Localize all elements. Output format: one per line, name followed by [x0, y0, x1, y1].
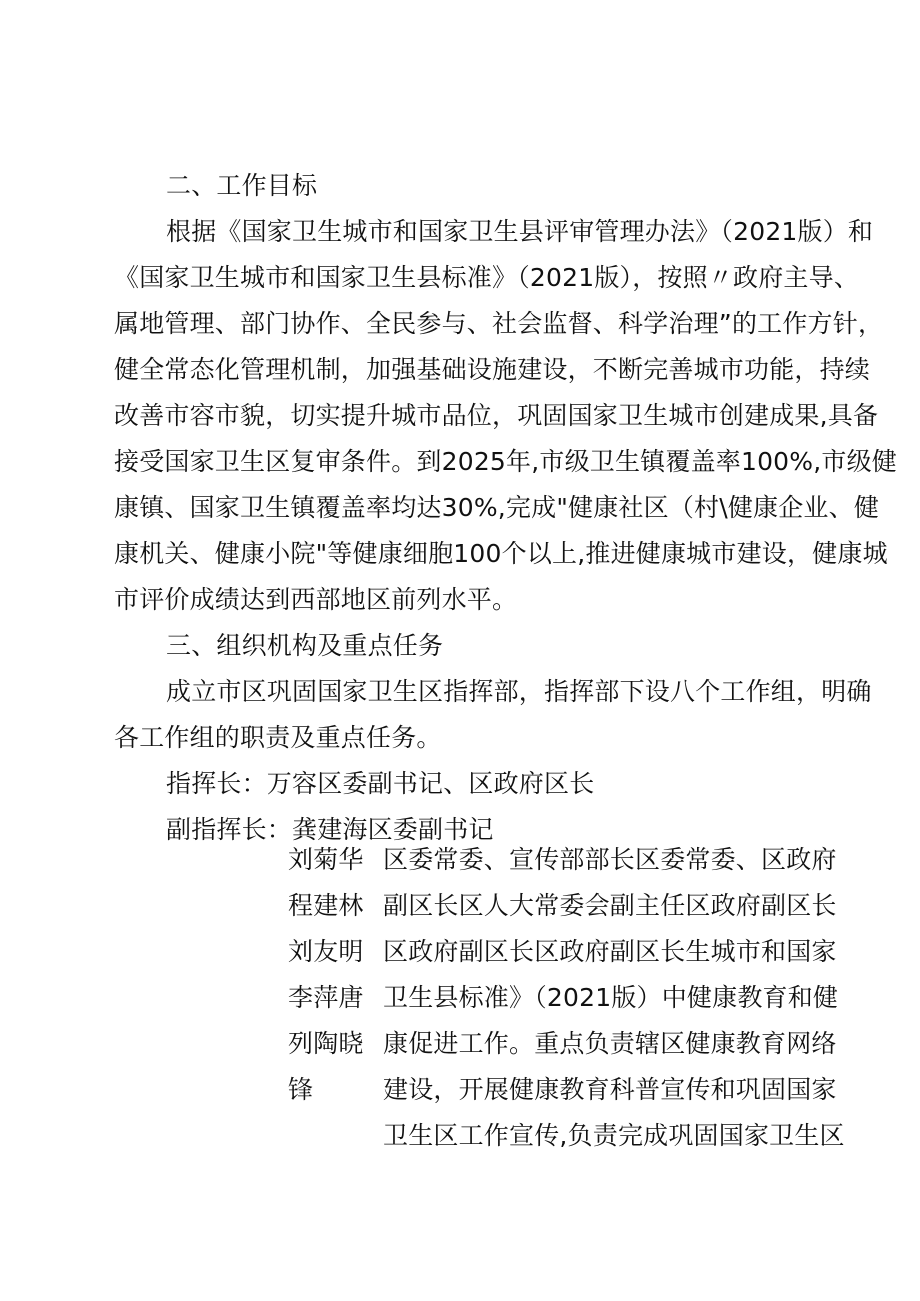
org-line-2: 各工作组的职责及重点任务。 [114, 723, 442, 752]
org-heading: 三、组织机构及重点任务 [166, 631, 444, 660]
duty-line: 建设，开展健康教育科普宣传和巩固国家 [383, 1075, 837, 1104]
duty-line: 副区长区人大常委会副主任区政府副区长 [383, 891, 837, 920]
goal-line-1: 根据《国家卫生城市和国家卫生县评审管理办法》（2021版）和 [166, 217, 874, 246]
goal-line-4: 健全常态化管理机制，加强基础设施建设，不断完善城市功能，持续 [114, 355, 871, 384]
goal-line-3: 属地管理、部门协作、全民参与、社会监督、科学治理”的工作方针， [114, 309, 884, 338]
deputy-commander-line: 副指挥长：龚建海区委副书记 [166, 815, 494, 844]
commander-line: 指挥长：万容区委副书记、区政府区长 [166, 769, 595, 798]
duty-line: 卫生区工作宣传,负责完成巩固国家卫生区 [383, 1121, 845, 1150]
goal-line-6: 接受国家卫生区复审条件。到2025年,市级卫生镇覆盖率100%,市级健 [114, 447, 897, 476]
member-name: 刘友明 [288, 937, 364, 966]
duty-line: 区委常委、宣传部部长区委常委、区政府 [383, 845, 837, 874]
duty-line: 康促进工作。重点负责辖区健康教育网络 [383, 1029, 837, 1058]
goal-line-8: 康机关、健康小院"等健康细胞100个以上,推进健康城市建设，健康城 [114, 539, 888, 568]
goal-heading: 二、工作目标 [166, 171, 318, 200]
members-duty-column [383, 844, 845, 1166]
goal-line-9: 市评价成绩达到西部地区前列水平。 [114, 585, 518, 614]
duty-line: 区政府副区长区政府副区长生城市和国家 [383, 937, 837, 966]
member-name: 李萍唐 [288, 983, 364, 1012]
duty-line: 卫生县标准》（2021版）中健康教育和健 [383, 983, 839, 1012]
org-line-1: 成立市区巩固国家卫生区指挥部，指挥部下设八个工作组，明确 [166, 677, 872, 706]
members-names-column [288, 844, 368, 1120]
member-name: 锋 [288, 1075, 314, 1104]
member-name: 程建林 [288, 891, 364, 920]
goal-line-7: 康镇、国家卫生镇覆盖率均达30%,完成"健康社区（村\健康企业、健 [114, 493, 880, 522]
member-name: 刘菊华 [288, 845, 364, 874]
goal-line-2: 《国家卫生城市和国家卫生县标准》（2021版），按照〃政府主导、 [114, 263, 860, 292]
member-name: 列陶晓 [288, 1029, 364, 1058]
goal-line-5: 改善市容市貌，切实提升城市品位，巩固国家卫生城市创建成果,具备 [114, 401, 879, 430]
